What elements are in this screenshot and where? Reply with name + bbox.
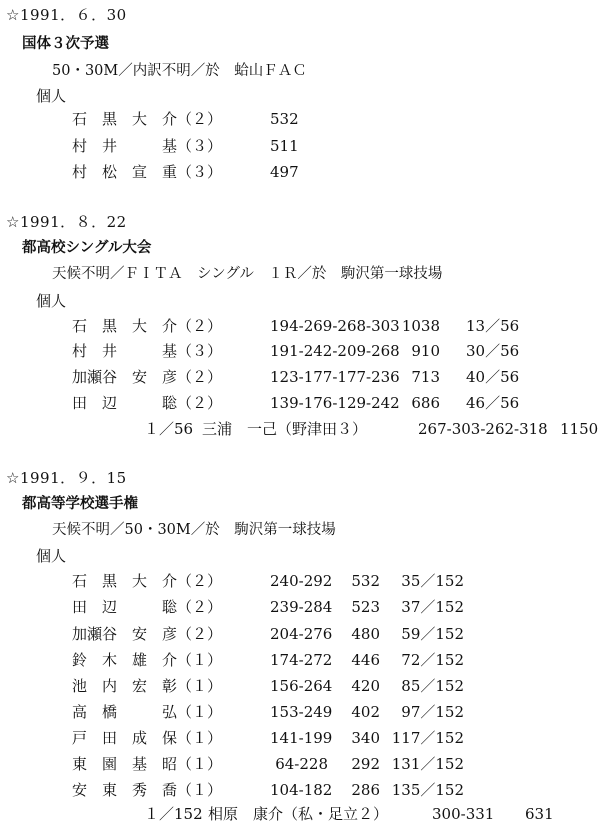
athlete-ends: 194-269-268-303 [270, 317, 400, 335]
athlete-score: 532 [270, 110, 299, 128]
event-info: 50・30M／内訳不明／於 蛤山ＦＡＣ [52, 63, 307, 79]
athlete-total: 1038 [401, 317, 440, 335]
athlete-rank: 59／152 [401, 625, 464, 643]
athlete-rank: 30／56 [466, 342, 520, 360]
athlete-total: 402 [351, 703, 380, 721]
event-info: 天候不明／50・30M／於 駒沢第一球技場 [52, 522, 336, 538]
athlete-rank: 37／152 [401, 598, 464, 616]
athlete-ends: 141-199 [270, 729, 333, 747]
athlete-total: 286 [351, 781, 380, 799]
athlete-rank: 72／152 [401, 651, 464, 669]
top-rank: １／152 [144, 805, 203, 823]
top-athlete-ends: 267-303-262-318 [418, 420, 548, 438]
athlete-ends: 64-228 [275, 755, 328, 773]
athlete-rank: 131／152 [391, 755, 464, 773]
category-label: 個人 [36, 292, 67, 310]
event-date: ☆1991．８．22 [6, 213, 127, 231]
athlete-name: 安 東 秀 喬（１） [72, 781, 223, 799]
athlete-ends: 191-242-209-268 [270, 342, 400, 360]
athlete-score: 511 [270, 137, 299, 155]
athlete-name: 池 内 宏 彰（１） [72, 677, 223, 695]
event-title: 国体３次予選 [22, 36, 109, 52]
athlete-total: 686 [411, 394, 440, 412]
athlete-total: 446 [351, 651, 380, 669]
athlete-rank: 135／152 [391, 781, 464, 799]
athlete-ends: 174-272 [270, 651, 333, 669]
athlete-name: 村 井 基（３） [72, 137, 223, 155]
athlete-ends: 240-292 [270, 572, 333, 590]
athlete-name: 石 黒 大 介（２） [72, 317, 223, 335]
athlete-name: 石 黒 大 介（２） [72, 110, 223, 128]
athlete-total: 532 [351, 572, 380, 590]
athlete-ends: 156-264 [270, 677, 333, 695]
athlete-ends: 123-177-177-236 [270, 368, 400, 386]
athlete-total: 523 [351, 598, 380, 616]
top-athlete-total: 631 [525, 805, 554, 823]
top-athlete-ends: 300-331 [432, 805, 495, 823]
athlete-name: 戸 田 成 保（１） [72, 729, 223, 747]
athlete-score: 497 [270, 163, 299, 181]
athlete-total: 292 [351, 755, 380, 773]
event-info: 天候不明／ＦＩＴＡ シングル １Ｒ／於 駒沢第一球技場 [52, 266, 443, 282]
athlete-rank: 117／152 [391, 729, 464, 747]
athlete-name: 石 黒 大 介（２） [72, 572, 223, 590]
event-title: 都高等学校選手権 [22, 496, 138, 512]
athlete-ends: 204-276 [270, 625, 333, 643]
athlete-name: 田 辺 聡（２） [72, 598, 223, 616]
athlete-rank: 85／152 [401, 677, 464, 695]
athlete-ends: 139-176-129-242 [270, 394, 400, 412]
athlete-ends: 239-284 [270, 598, 333, 616]
top-athlete-total: 1150 [560, 420, 599, 438]
athlete-name: 加瀬谷 安 彦（２） [72, 625, 223, 643]
athlete-name: 東 園 基 昭（１） [72, 755, 223, 773]
athlete-ends: 104-182 [270, 781, 333, 799]
athlete-rank: 97／152 [401, 703, 464, 721]
athlete-name: 高 橋 弘（１） [72, 703, 223, 721]
athlete-total: 910 [411, 342, 440, 360]
athlete-rank: 13／56 [466, 317, 520, 335]
athlete-total: 713 [411, 368, 440, 386]
athlete-name: 鈴 木 雄 介（１） [72, 651, 223, 669]
athlete-name: 加瀬谷 安 彦（２） [72, 368, 223, 386]
athlete-rank: 35／152 [401, 572, 464, 590]
top-rank: １／56 [144, 420, 194, 438]
event-title: 都高校シングル大会 [22, 240, 152, 256]
athlete-ends: 153-249 [270, 703, 333, 721]
athlete-total: 420 [351, 677, 380, 695]
category-label: 個人 [36, 547, 67, 565]
athlete-name: 村 井 基（３） [72, 342, 223, 360]
athlete-rank: 40／56 [466, 368, 520, 386]
athlete-total: 480 [351, 625, 380, 643]
event-date: ☆1991．６．30 [6, 6, 127, 24]
athlete-rank: 46／56 [466, 394, 520, 412]
category-label: 個人 [36, 87, 67, 105]
event-date: ☆1991．９．15 [6, 469, 127, 487]
top-athlete-name: 三浦 一己（野津田３） [202, 420, 368, 438]
athlete-total: 340 [351, 729, 380, 747]
athlete-name: 村 松 宣 重（３） [72, 163, 223, 181]
top-athlete-name: 相原 康介（私・足立２） [208, 805, 389, 823]
athlete-name: 田 辺 聡（２） [72, 394, 223, 412]
